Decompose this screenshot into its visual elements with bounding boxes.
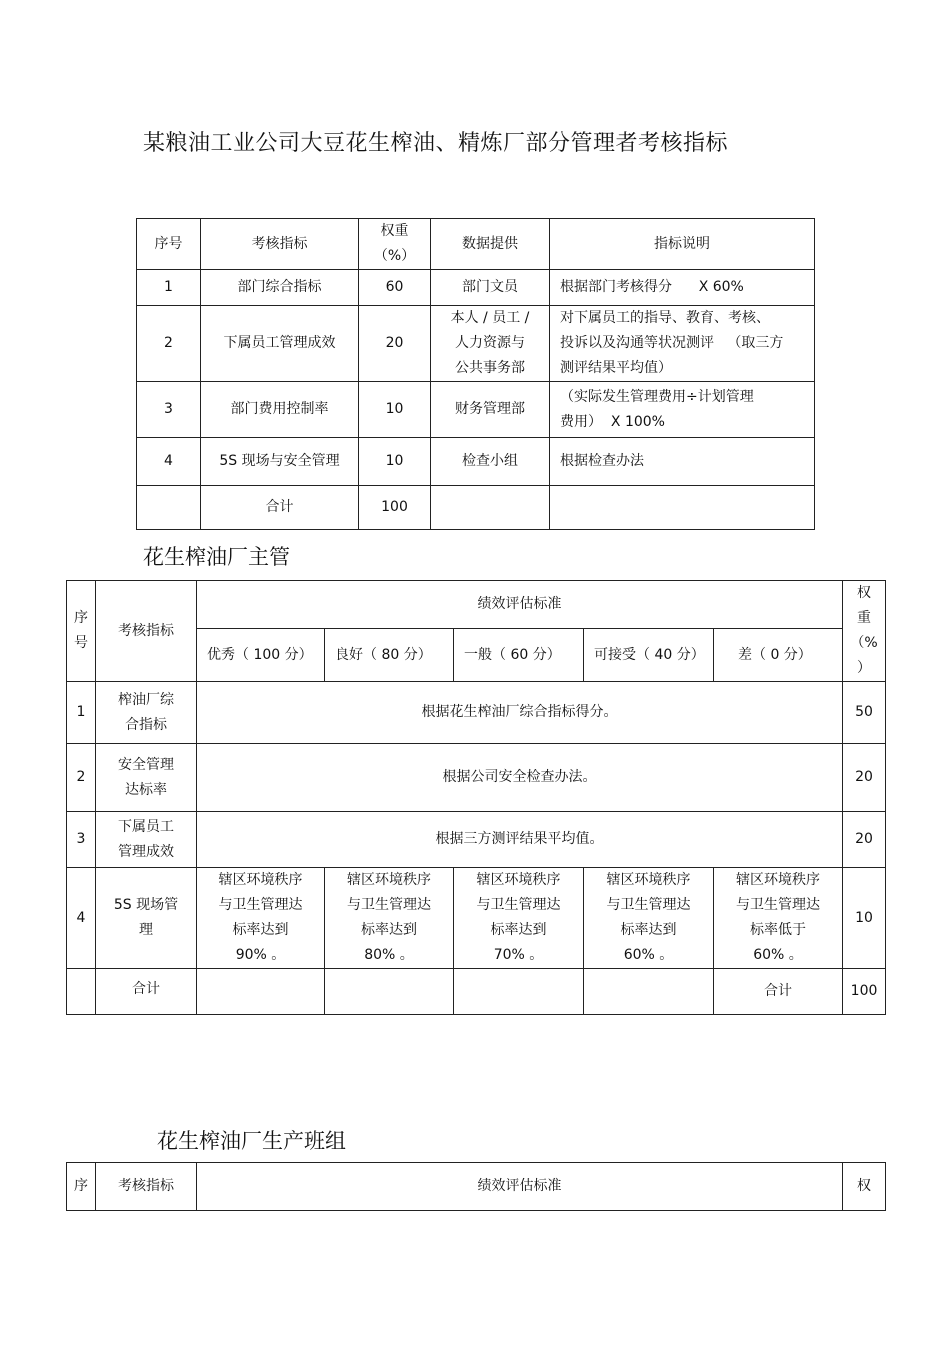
cell-empty — [197, 969, 325, 1015]
indicator-table-2 — [66, 580, 886, 1015]
grade-acceptable: 可接受（ 40 分） — [584, 629, 714, 682]
page-title: 某粮油工业公司大豆花生榨油、精炼厂部分管理者考核指标 — [143, 131, 729, 156]
cell-indicator: 5S 现场与安全管理 — [201, 438, 359, 486]
table-header-row — [67, 1163, 886, 1211]
header-standard: 绩效评估标准 — [197, 1163, 843, 1211]
cell-indicator: 部门综合指标 — [201, 270, 359, 306]
table-row — [137, 382, 815, 438]
cell-empty — [584, 969, 714, 1015]
cell-empty — [454, 969, 584, 1015]
cell-description: 根据检查办法 — [550, 438, 815, 486]
cell-indicator: 部门费用控制率 — [201, 382, 359, 438]
table-header-row — [137, 219, 815, 270]
cell-seq: 4 — [137, 438, 201, 486]
cell-indicator: 榨油厂综 合指标 — [96, 682, 197, 744]
cell-seq: 2 — [67, 744, 96, 812]
cell-seq: 3 — [137, 382, 201, 438]
cell-description: 对下属员工的指导、教育、考核、 投诉以及沟通等状况测评 （取三方 测评结果平均值） — [550, 306, 815, 382]
cell-provider: 部门文员 — [431, 270, 550, 306]
table-row — [137, 306, 815, 382]
header-cell: 指标说明 — [550, 219, 815, 270]
table-row — [67, 744, 886, 812]
cell-weight: 20 — [843, 812, 886, 868]
cell-grade-acceptable: 辖区环境秩序 与卫生管理达 标率达到 60% 。 — [584, 868, 714, 969]
table-row — [137, 270, 815, 306]
header-standard: 绩效评估标准 — [197, 581, 843, 629]
header-seq: 序 号 — [67, 581, 96, 682]
table-total-row — [137, 486, 815, 530]
header-cell: 权重 （%） — [359, 219, 431, 270]
section-title-production: 花生榨油厂生产班组 — [157, 1129, 346, 1153]
cell-grade-excellent: 辖区环境秩序 与卫生管理达 标率达到 90% 。 — [197, 868, 325, 969]
header-weight: 权 重 （% ） — [843, 581, 886, 682]
cell-seq: 1 — [137, 270, 201, 306]
indicator-table-3 — [66, 1162, 886, 1211]
grade-poor: 差（ 0 分） — [714, 629, 843, 682]
cell-seq: 2 — [137, 306, 201, 382]
cell-indicator: 下属员工管理成效 — [201, 306, 359, 382]
header-weight: 权 — [843, 1163, 886, 1211]
cell-weight: 10 — [359, 382, 431, 438]
grade-excellent: 优秀（ 100 分） — [197, 629, 325, 682]
cell-standard: 根据三方测评结果平均值。 — [197, 812, 843, 868]
header-seq: 序 — [67, 1163, 96, 1211]
cell-seq — [137, 486, 201, 530]
table-row — [67, 868, 886, 969]
cell-seq: 4 — [67, 868, 96, 969]
cell-description: （实际发生管理费用÷计划管理 费用） X 100% — [550, 382, 815, 438]
cell-grade-poor: 辖区环境秩序 与卫生管理达 标率低于 60% 。 — [714, 868, 843, 969]
cell-description — [550, 486, 815, 530]
header-cell: 序号 — [137, 219, 201, 270]
cell-total-label: 合计 — [201, 486, 359, 530]
cell-description: 根据部门考核得分 X 60% — [550, 270, 815, 306]
header-cell: 考核指标 — [201, 219, 359, 270]
cell-weight: 10 — [843, 868, 886, 969]
table-total-row — [67, 969, 886, 1015]
cell-empty — [67, 969, 96, 1015]
table-header-row — [67, 581, 886, 629]
cell-indicator: 5S 现场管 理 — [96, 868, 197, 969]
cell-total-weight: 100 — [359, 486, 431, 530]
cell-weight: 20 — [843, 744, 886, 812]
cell-total-label-2: 合计 — [714, 969, 843, 1015]
header-cell: 数据提供 — [431, 219, 550, 270]
table-row — [67, 682, 886, 744]
cell-provider — [431, 486, 550, 530]
header-indicator: 考核指标 — [96, 1163, 197, 1211]
section-title-supervisor: 花生榨油厂主管 — [143, 545, 290, 569]
table-row — [67, 812, 886, 868]
cell-grade-average: 辖区环境秩序 与卫生管理达 标率达到 70% 。 — [454, 868, 584, 969]
grade-average: 一般（ 60 分） — [454, 629, 584, 682]
cell-standard: 根据公司安全检查办法。 — [197, 744, 843, 812]
cell-indicator: 安全管理 达标率 — [96, 744, 197, 812]
cell-weight: 60 — [359, 270, 431, 306]
cell-total-label: 合计 — [96, 969, 197, 1015]
indicator-table-1 — [136, 218, 815, 530]
cell-indicator: 下属员工 管理成效 — [96, 812, 197, 868]
cell-total-weight: 100 — [843, 969, 886, 1015]
cell-weight: 20 — [359, 306, 431, 382]
table-row — [137, 438, 815, 486]
cell-standard: 根据花生榨油厂综合指标得分。 — [197, 682, 843, 744]
header-indicator: 考核指标 — [96, 581, 197, 682]
grade-good: 良好（ 80 分） — [325, 629, 454, 682]
cell-seq: 3 — [67, 812, 96, 868]
cell-empty — [325, 969, 454, 1015]
cell-provider: 检查小组 — [431, 438, 550, 486]
cell-provider: 本人 / 员工 / 人力资源与 公共事务部 — [431, 306, 550, 382]
cell-provider: 财务管理部 — [431, 382, 550, 438]
cell-seq: 1 — [67, 682, 96, 744]
cell-grade-good: 辖区环境秩序 与卫生管理达 标率达到 80% 。 — [325, 868, 454, 969]
cell-weight: 10 — [359, 438, 431, 486]
cell-weight: 50 — [843, 682, 886, 744]
